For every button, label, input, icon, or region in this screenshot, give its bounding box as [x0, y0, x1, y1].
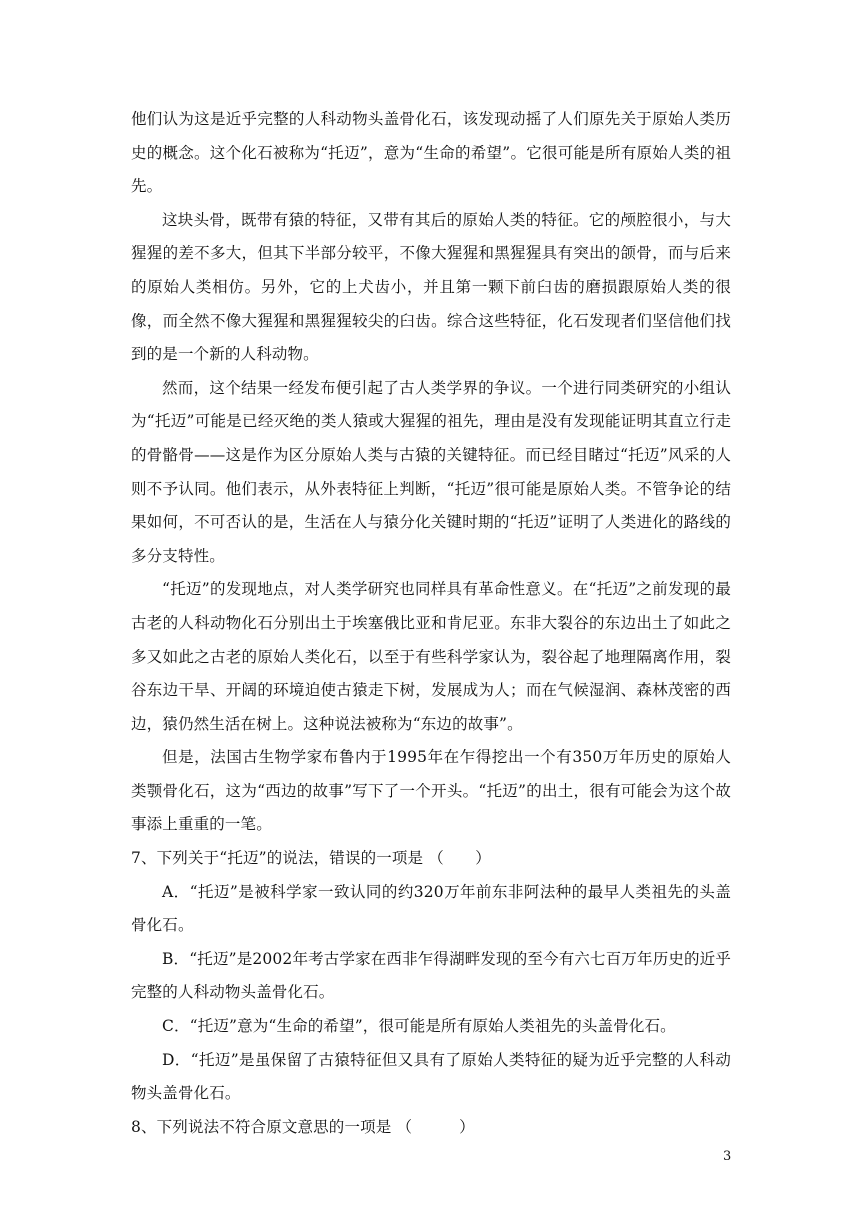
paragraph-2: 这块头骨，既带有猿的特征，又带有其后的原始人类的特征。它的颅腔很小，与大猩猩的差不多大，但其下半部分较平，不像大猩猩和黑猩猩具有突出的颌骨，而与后来的原始人类相仿。另外，它的上犬齿小，并且第一颗下前臼齿的磨损跟原始人类的很像，而全然不像大猩猩和黑猩猩较尖的臼齿。综合这些特征，化石发现者们坚信他们找到的是一个新的人科动物。 — [131, 210, 731, 364]
document-body — [131, 103, 731, 1144]
question-7-option-a: A．“托迈”是被科学家一致认同的约320万年前东非阿法种的最早人类祖先的头盖骨化石。 — [131, 882, 731, 935]
question-7-stem: 7、下列关于“托迈”的说法，错误的一项是 （ ） — [131, 849, 491, 868]
question-7-option-d: D．“托迈”是虽保留了古猿特征但又具有了原始人类特征的疑为近乎完整的人科动物头盖骨化石。 — [131, 1050, 731, 1103]
paragraph-5: 但是，法国古生物学家布鲁内于1995年在乍得挖出一个有350万年历史的原始人类颚骨化石，这为“西边的故事”写下了一个开头。“托迈”的出土，很有可能会为这个故事添上重重的一笔。 — [131, 748, 731, 834]
question-7-option-c: C．“托迈”意为“生命的希望”，很可能是所有原始人类祖先的头盖骨化石。 — [162, 1017, 676, 1036]
paragraph-1: 他们认为这是近乎完整的人科动物头盖骨化石，该发现动摇了人们原先关于原始人类历史的概念。这个化石被称为“托迈”，意为“生命的希望”。它很可能是所有原始人类的祖先。 — [131, 110, 731, 196]
question-8-stem: 8、下列说法不符合原文意思的一项是 （ ） — [131, 1117, 475, 1136]
paragraph-4: “托迈”的发现地点，对人类学研究也同样具有革命性意义。在“托迈”之前发现的最古老的人科动物化石分别出土于埃塞俄比亚和肯尼亚。东非大裂谷的东边出土了如此之多又如此之古老的原始人类化石，以至于有些科学家认为，裂谷起了地理隔离作用，裂谷东边干旱、开阔的环境迫使古猿走下树，发展成为人；而在气候湿润、森林茂密的西边，猿仍然生活在树上。这种说法被称为“东边的故事”。 — [131, 580, 731, 733]
page-number: 3 — [723, 1149, 732, 1164]
question-7-option-b: B．“托迈”是2002年考古学家在西非乍得湖畔发现的至今有六七百万年历史的近乎完整的人科动物头盖骨化石。 — [131, 949, 731, 1002]
paragraph-3: 然而，这个结果一经发布便引起了古人类学界的争议。一个进行同类研究的小组认为“托迈”可能是已经灭绝的类人猿或大猩猩的祖先，理由是没有发现能证明其直立行走的骨骼骨——这是作为区分原始人类与古猿的关键特征。而已经目睹过“托迈”风采的人则不予认同。他们表示，从外表特征上判断，“托迈”很可能是原始人类。不管争论的结果如何，不可否认的是，生活在人与猿分化关键时期的“托迈”证明了人类进化的路线的多分支特性。 — [131, 378, 731, 565]
